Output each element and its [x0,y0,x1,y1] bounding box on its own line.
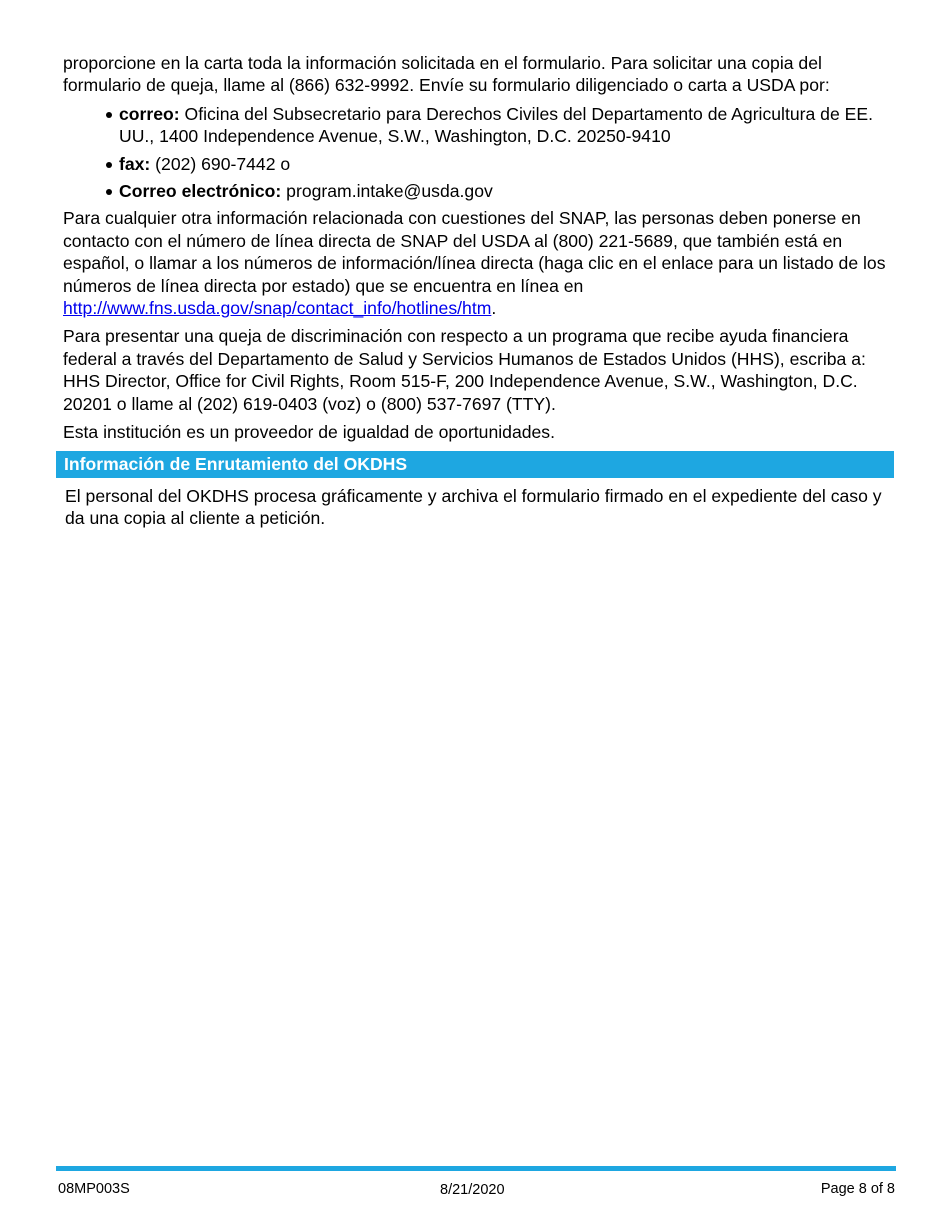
hhs-complaint-paragraph: Para presentar una queja de discriminación con respecto a un programa que recibe ayuda financiera federal a través del Departamento de Salud y Servicios Humanos de Estados Unidos (HHS), escriba a: HHS Director, Office for Civil Rights, Room 515-F, 200 Independence Avenue, S.W., Washington, D.C. 20201 o llame al (202) 619-0403 (voz) o (800) 537-7697 (TTY). [63,326,866,414]
contact-method-email [119,180,895,202]
contact-method-label: fax: [119,153,151,174]
equal-opportunity-statement: Esta institución es un proveedor de igualdad de oportunidades. [63,422,555,443]
section-header-routing: Información de Enrutamiento del OKDHS [56,451,894,478]
contact-method-mail [119,103,895,148]
contact-method-value: program.intake@usda.gov [281,181,493,202]
bullet-icon [106,162,112,168]
contact-method-label: correo: [119,103,180,124]
hotlines-link[interactable]: http://www.fns.usda.gov/snap/contact_info/hotlines/htm [63,298,492,319]
footer-page-number: Page 8 of 8 [820,1181,895,1197]
contact-method-value: (202) 690-7442 o [150,153,291,174]
snap-hotline-paragraph [63,207,895,319]
bullet-icon [106,112,112,118]
contact-method-label: Correo electrónico: [119,181,282,202]
document-body [63,52,895,450]
complaint-instructions-paragraph: proporcione en la carta toda la información solicitada en el formulario. Para solicitar una copia del formulario de queja, llame al (866) 632-9992. Envíe su formulario diligenciado o carta a USDA por: [63,53,830,96]
snap-hotline-end: . [491,298,497,319]
contact-methods-list [63,103,895,203]
contact-method-fax [119,153,895,175]
footer-form-number: 08MP003S [58,1181,130,1197]
routing-info-paragraph: El personal del OKDHS procesa gráficamente y archiva el formulario firmado en el expediente del caso y da una copia al cliente a petición. [65,486,882,529]
footer-date: 8/21/2020 [440,1182,505,1198]
bullet-icon [106,189,112,195]
contact-method-value: Oficina del Subsecretario para Derechos Civiles del Departamento de Agricultura de EE. UU., 1400 Independence Avenue, S.W., Washington, D.C. 20250-9410 [119,103,873,147]
snap-hotline-text: Para cualquier otra información relacionada con cuestiones del SNAP, las personas deben ponerse en contacto con el número de línea directa de SNAP del USDA al (800) 221-5689, que también está en español, o llamar a los números de información/línea directa (haga clic en el enlace para un listado de los números de línea directa por estado) que se encuentra en línea en [63,208,886,296]
footer-divider [56,1166,896,1171]
